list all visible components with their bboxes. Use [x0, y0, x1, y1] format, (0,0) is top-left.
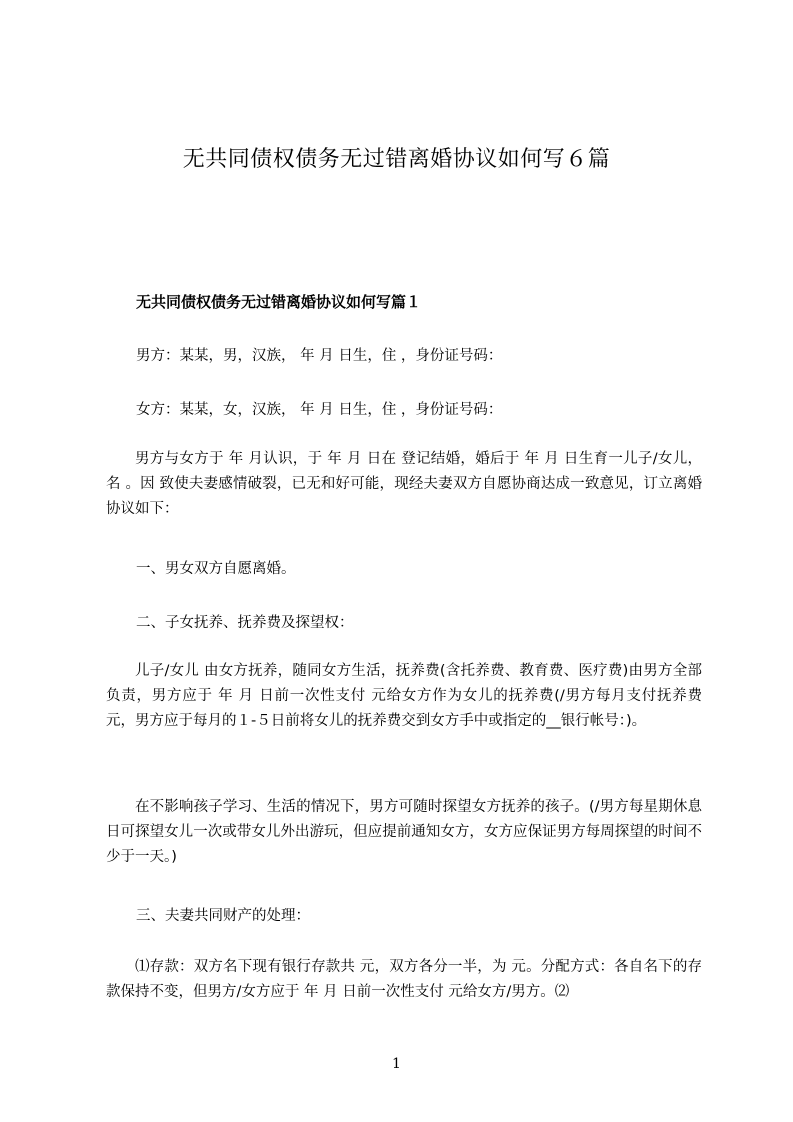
husband-info-line: 男方：某某，男，汉族， 年 月 日生，住 ，身份证号码： [136, 348, 503, 364]
section-heading: 无共同债权债务无过错离婚协议如何写篇１ [136, 293, 422, 311]
intro-paragraph: 男方与女方于 年 月认识，于 年 月 日在 登记结婚，婚后于 年 月 日生育一儿子/女儿，名 。因 致使夫妻感情破裂，已无和好可能，现经夫妻双方自愿协商达成一致意见，订立离婚协议如下： [106, 451, 702, 517]
custody-paragraph: 儿子/女儿 由女方抚养，随同女方生活，抚养费(含托养费、教育费、医疗费)由男方全部负责，男方应于 年 月 日前一次性支付 元给女方作为女儿的抚养费(/男方每月支付抚养费 元，男方应于每月的１-５日前将女儿的抚养费交到女方手中或指定的__银行帐号：)。 [106, 663, 702, 729]
clause-one: 一、男女双方自愿离婚。 [136, 561, 296, 577]
visitation-paragraph: 在不影响孩子学习、生活的情况下，男方可随时探望女方抚养的孩子。(/男方每星期休息日可探望女儿一次或带女儿外出游玩，但应提前通知女方，女方应保证男方每周探望的时间不少于一天。) [106, 799, 702, 865]
document-title: 无共同债权债务无过错离婚协议如何写６篇 [182, 147, 611, 172]
clause-three: 三、夫妻共同财产的处理： [136, 908, 310, 924]
clause-two: 二、子女抚养、抚养费及探望权： [136, 615, 354, 631]
page-number: 1 [392, 1056, 401, 1072]
wife-info-line: 女方：某某，女，汉族， 年 月 日生，住 ，身份证号码： [136, 402, 503, 418]
deposit-paragraph: ⑴存款：双方名下现有银行存款共 元，双方各分一半，为 元。分配方式：各自名下的存款保持不变，但男方/女方应于 年 月 日前一次性支付 元给女方/男方。⑵ [106, 959, 702, 1000]
